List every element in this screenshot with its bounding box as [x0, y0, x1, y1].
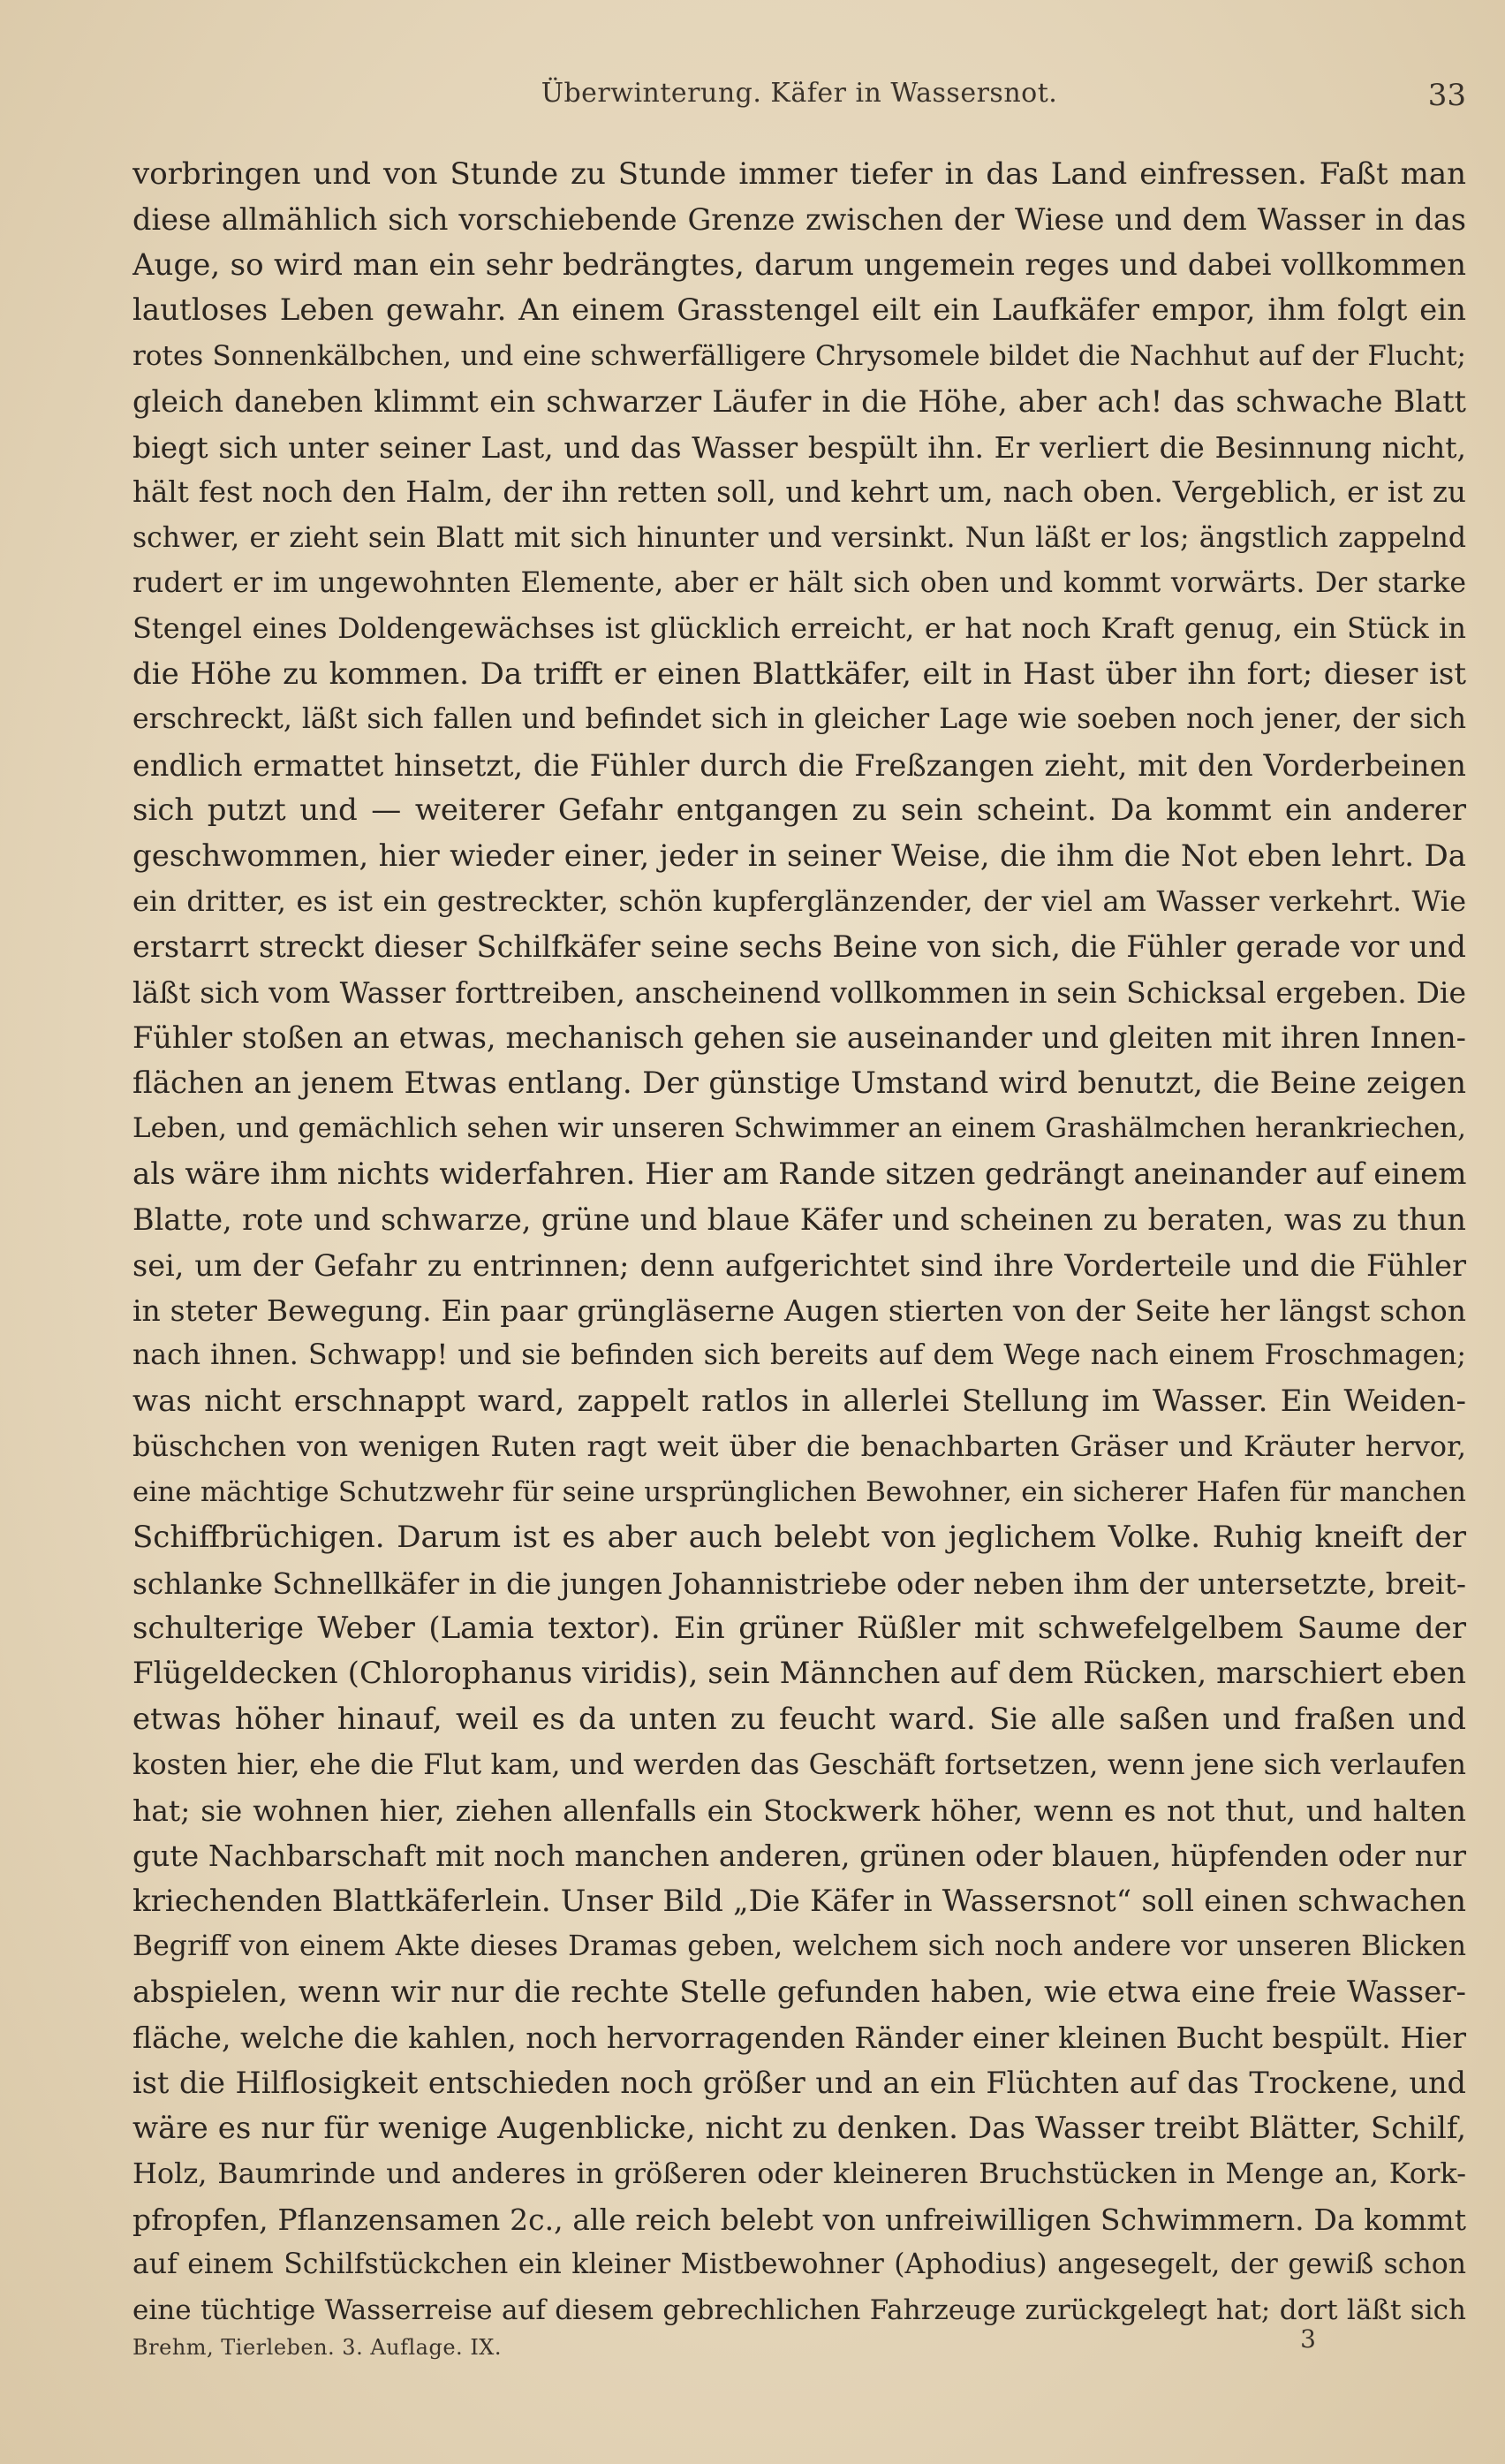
text-line: etwas höher hinauf, weil es da unten zu feucht ward. Sie alle saßen und fraßen und [132, 1701, 1466, 1737]
text-line: pfropfen, Pflanzensamen 2c., alle reich belebt von unfreiwilligen Schwimmern. Da kommt [132, 2202, 1466, 2237]
text-line: kriechenden Blattkäferlein. Unser Bild „Die Käfer in Wassersnot“ soll einen schwachen [132, 1883, 1466, 1919]
text-line: sich putzt und — weiterer Gefahr entgangen zu sein scheint. Da kommt ein anderer [132, 792, 1466, 829]
text-line: abspielen, wenn wir nur die rechte Stelle gefunden haben, wie etwa eine freie Wasser- [132, 1974, 1466, 2010]
text-line: auf einem Schilfstückchen ein kleiner Mistbewohner (Aphodius) angesegelt, der gewiß schon [132, 2248, 1466, 2281]
text-line: schulterige Weber (Lamia textor). Ein grüner Rüßler mit schwefelgelbem Saume der [132, 1611, 1466, 1646]
running-title: Überwinterung. Käfer in Wassersnot. [541, 78, 1058, 109]
text-line: nach ihnen. Schwapp! und sie befinden sich bereits auf dem Wege nach einem Froschmagen; [132, 1339, 1466, 1372]
text-line: fläche, welche die kahlen, noch hervorragenden Ränder einer kleinen Bucht bespült. Hier [132, 2020, 1466, 2055]
text-line: wäre es nur für wenige Augenblicke, nicht zu denken. Das Wasser treibt Blätter, Schilf, [132, 2110, 1466, 2146]
text-line: Begriff von einem Akte dieses Dramas geben, welchem sich noch andere vor unseren Blicken [132, 1930, 1466, 1963]
text-line: lautloses Leben gewahr. An einem Grasstengel eilt ein Laufkäfer empor, ihm folgt ein [132, 292, 1466, 329]
text-line: schlanke Schnellkäfer in die jungen Johannistriebe oder neben ihm der untersetzte, breit- [132, 1566, 1466, 1601]
printer-signature: Brehm, Tierleben. 3. Auflage. IX. [132, 2335, 503, 2360]
text-line: ist die Hilflosigkeit entschieden noch größer und an ein Flüchten auf das Trockene, und [132, 2066, 1466, 2101]
text-line: hat; sie wohnen hier, ziehen allenfalls ein Stockwerk höher, wenn es not thut, und halten [132, 1793, 1466, 1828]
text-line: Blatte, rote und schwarze, grüne und blaue Käfer und scheinen zu beraten, was zu thun [132, 1202, 1466, 1238]
text-line: flächen an jenem Etwas entlang. Der günstige Umstand wird benutzt, die Beine zeigen [132, 1065, 1466, 1101]
text-line: rotes Sonnenkälbchen, und eine schwerfälligere Chrysomele bildet die Nachhut auf der Flucht; [132, 339, 1466, 372]
text-line: sei, um der Gefahr zu entrinnen; denn aufgerichtet sind ihre Vorderteile und die Fühler [132, 1247, 1466, 1283]
text-line: büschchen von wenigen Ruten ragt weit über die benachbarten Gräser und Kräuter hervor, [132, 1429, 1466, 1464]
text-line: Schiffbrüchigen. Darum ist es aber auch belebt von jeglichem Volke. Ruhig kneift der [132, 1520, 1466, 1556]
text-line: gleich daneben klimmt ein schwarzer Läufer in die Höhe, aber ach! das schwache Blatt [132, 384, 1466, 420]
page-number: 33 [1427, 78, 1466, 113]
text-line: Flügeldecken (Chlorophanus viridis), sein Männchen auf dem Rücken, marschiert eben [132, 1656, 1466, 1692]
text-line: Stengel eines Doldengewächses ist glücklich erreicht, er hat noch Kraft genug, ein Stück in [132, 611, 1466, 646]
text-line: schwer, er zieht sein Blatt mit sich hinunter und versinkt. Nun läßt er los; ängstlich zappelnd [132, 521, 1466, 554]
text-line: Leben, und gemächlich sehen wir unseren Schwimmer an einem Grashälmchen herankriechen, [132, 1112, 1466, 1145]
text-line: ein dritter, es ist ein gestreckter, schön kupferglänzender, der viel am Wasser verkehrt. Wie [132, 884, 1466, 918]
text-line: kosten hier, ehe die Flut kam, und werden das Geschäft fortsetzen, wenn jene sich verlaufen [132, 1748, 1466, 1782]
text-line: was nicht erschnappt ward, zappelt ratlos in allerlei Stellung im Wasser. Ein Weiden- [132, 1383, 1466, 1419]
text-line: Auge, so wird man ein sehr bedrängtes, darum ungemein reges und dabei vollkommen [132, 246, 1466, 283]
body-text [132, 152, 1466, 2333]
text-line: rudert er im ungewohnten Elemente, aber er hält sich oben und kommt vorwärts. Der starke [132, 566, 1466, 599]
text-line: als wäre ihm nichts widerfahren. Hier am Rande sitzen gedrängt aneinander auf einem [132, 1156, 1466, 1192]
text-line: läßt sich vom Wasser forttreiben, anscheinend vollkommen in sein Schicksal ergeben. Die [132, 974, 1466, 1010]
text-line: vorbringen und von Stunde zu Stunde immer tiefer in das Land einfressen. Faßt man [132, 156, 1466, 192]
text-line: endlich ermattet hinsetzt, die Fühler durch die Freßzangen zieht, mit den Vorderbeinen [132, 747, 1466, 783]
text-line: diese allmählich sich vorschiebende Grenze zwischen der Wiese und dem Wasser in das [132, 202, 1466, 238]
text-line: hält fest noch den Halm, der ihn retten soll, und kehrt um, nach oben. Vergeblich, er ist zu [132, 475, 1466, 510]
text-line: erschreckt, läßt sich fallen und befindet sich in gleicher Lage wie soeben noch jener, der sich [132, 703, 1466, 736]
text-line: gute Nachbarschaft mit noch manchen anderen, grünen oder blauen, hüpfenden oder nur [132, 1839, 1466, 1874]
running-head [132, 78, 1466, 122]
text-line: erstarrt streckt dieser Schilfkäfer seine sechs Beine von sich, die Fühler gerade vor und [132, 929, 1466, 965]
text-line: eine tüchtige Wasserreise auf diesem gebrechlichen Fahrzeuge zurückgelegt hat; dort läßt sich [132, 2293, 1466, 2326]
text-line: biegt sich unter seiner Last, und das Wasser bespült ihn. Er verliert die Besinnung nicht, [132, 429, 1466, 465]
text-line: die Höhe zu kommen. Da trifft er einen Blattkäfer, eilt in Hast über ihn fort; dieser ist [132, 656, 1466, 692]
text-line: eine mächtige Schutzwehr für seine ursprünglichen Bewohner, ein sicherer Hafen für manchen [132, 1475, 1466, 1508]
sheet-number: 3 [1300, 2324, 1316, 2354]
text-line: in steter Bewegung. Ein paar grüngläserne Augen stierten von der Seite her längst schon [132, 1293, 1466, 1328]
page-footer [132, 2324, 1316, 2370]
text-line: Holz, Baumrinde und anderes in größeren oder kleineren Bruchstücken in Menge an, Kork- [132, 2157, 1466, 2191]
text-line: geschwommen, hier wieder einer, jeder in seiner Weise, die ihm die Not eben lehrt. Da [132, 838, 1466, 874]
text-line: Fühler stoßen an etwas, mechanisch gehen sie auseinander und gleiten mit ihren Innen- [132, 1020, 1466, 1056]
